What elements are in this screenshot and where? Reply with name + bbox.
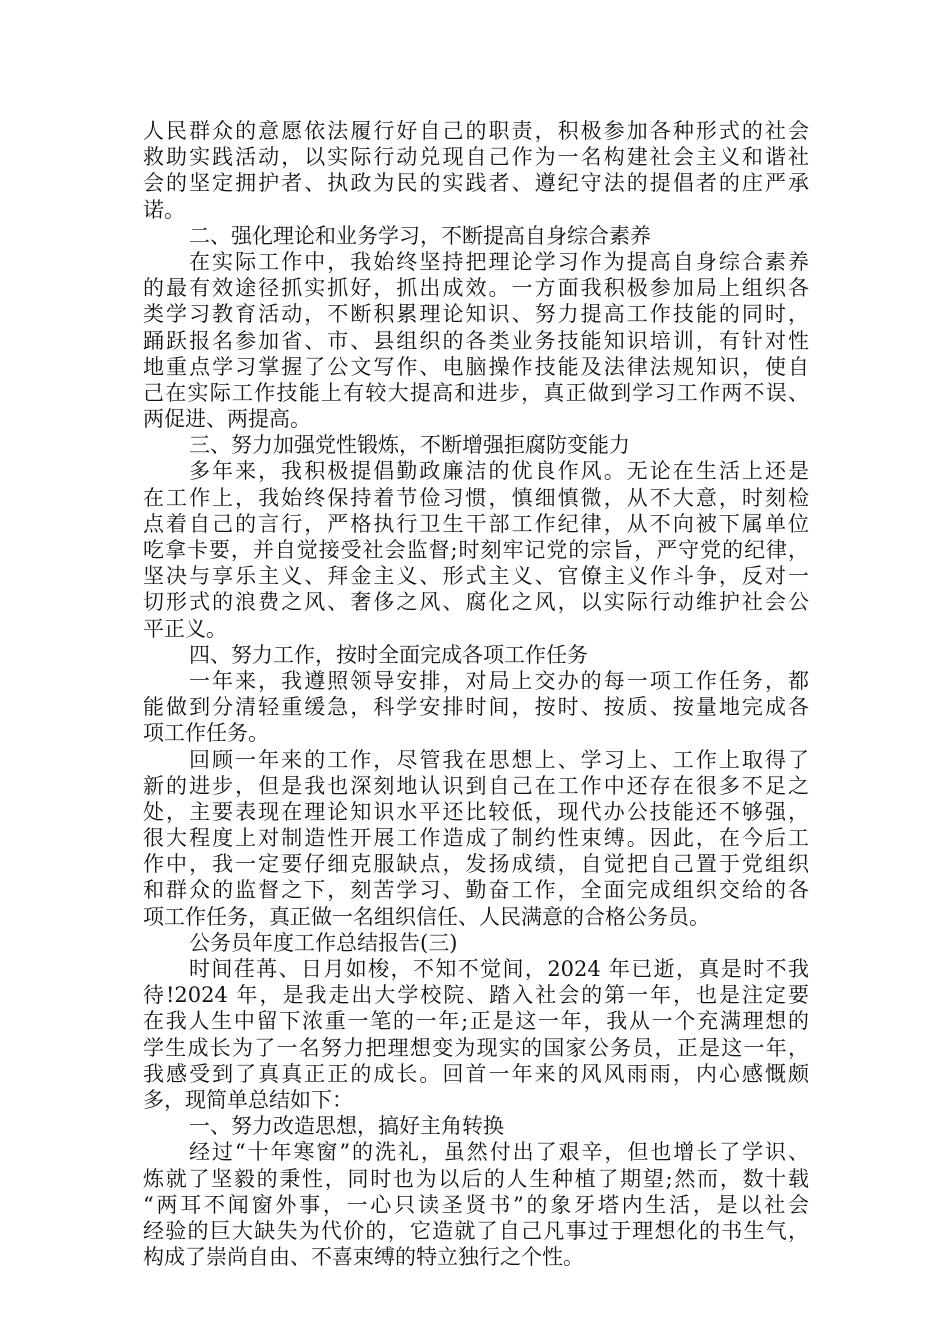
text-line: 构成了崇尚自由、不喜束缚的特立独行之个性。 [143,1245,584,1270]
text-line: 己在实际工作技能上有较大提高和进步，真正做到学习工作两不误、 [143,380,809,405]
text-line: 类学习教育活动，不断积累理论知识、努力提高工作技能的同时， [143,302,809,327]
text-line: 两促进、两提高。 [143,407,311,432]
text-line: 时间荏苒、日月如梭，不知不觉间，2024 年已逝，真是时不我 [189,957,809,981]
text-line: 坚决与享乐主义、拜金主义、形式主义、官僚主义作斗争，反对一 [143,564,809,589]
text-line: 多，现简单总结如下： [143,1087,353,1112]
text-line: 公务员年度工作总结报告(三) [189,930,458,955]
text-line: 新的进步，但是我也深刻地认识到自己在工作中还存在很多不足之 [143,773,809,798]
text-line: 人民群众的意愿依法履行好自己的职责，积极参加各种形式的社会 [143,119,809,143]
text-line: 踊跃报名参加省、市、县组织的各类业务技能知识培训，有针对性 [143,328,809,353]
text-line: 待!2024 年，是我走出大学校院、踏入社会的第一年，也是注定要 [143,983,809,1008]
text-line: “两耳不闻窗外事，一心只读圣贤书”的象牙塔内生活，是以社会 [143,1192,809,1217]
text-line: 会的坚定拥护者、执政为民的实践者、遵纪守法的提倡者的庄严承 [143,171,809,196]
text-line: 回顾一年来的工作，尽管我在思想上、学习上、工作上取得了 [189,747,809,772]
text-line: 一、努力改造思想，搞好主角转换 [189,1114,504,1139]
text-line: 能做到分清轻重缓急，科学安排时间，按时、按质、按量地完成各 [143,695,809,720]
text-line: 四、努力工作，按时全面完成各项工作任务 [189,642,588,667]
text-line: 经过“十年寒窗”的洗礼，虽然付出了艰辛，但也增长了学识、 [189,1140,809,1165]
text-line: 炼就了坚毅的秉性，同时也为以后的人生种植了期望;然而，数十载 [143,1166,809,1191]
text-line: 救助实践活动，以实际行动兑现自己作为一名构建社会主义和谐社 [143,145,809,170]
text-line: 平正义。 [143,616,227,641]
text-line: 二、强化理论和业务学习，不断提高自身综合素养 [189,223,651,248]
text-line: 吃拿卡要，并自觉接受社会监督;时刻牢记党的宗旨，严守党的纪律， [143,538,809,562]
text-line: 在我人生中留下浓重一笔的一年;正是这一年，我从一个充满理想的 [143,1009,809,1034]
text-line: 很大程度上对制造性开展工作造成了制约性束缚。因此，在今后工 [143,826,809,851]
text-line: 项工作任务。 [143,721,269,746]
text-line: 一年来，我遵照领导安排，对局上交办的每一项工作任务，都 [189,668,809,693]
document-body [143,118,809,1270]
text-line: 和群众的监督之下，刻苦学习、勤奋工作，全面完成组织交给的各 [143,878,809,903]
text-line: 的最有效途径抓实抓好，抓出成效。一方面我积极参加局上组织各 [143,276,809,301]
text-line: 切形式的浪费之风、奢侈之风、腐化之风，以实际行动维护社会公 [143,590,809,615]
text-line: 诺。 [143,197,185,222]
text-line: 在实际工作中，我始终坚持把理论学习作为提高自身综合素养 [189,249,809,274]
text-line: 处，主要表现在理论知识水平还比较低，现代办公技能还不够强， [143,799,809,824]
text-line: 项工作任务，真正做一名组织信任、人民满意的合格公务员。 [143,904,710,929]
text-line: 点着自己的言行，严格执行卫生干部工作纪律，从不向被下属单位 [143,511,809,536]
text-line: 经验的巨大缺失为代价的，它造就了自己凡事过于理想化的书生气， [143,1218,809,1243]
text-line: 多年来，我积极提倡勤政廉洁的优良作风。无论在生活上还是 [189,459,809,484]
text-line: 三、努力加强党性锻炼，不断增强拒腐防变能力 [189,433,630,458]
text-line: 地重点学习掌握了公文写作、电脑操作技能及法律法规知识，使自 [143,354,809,379]
text-line: 在工作上，我始终保持着节俭习惯，慎细慎微，从不大意，时刻检 [143,485,809,510]
text-line: 我感受到了真真正正的成长。回首一年来的风风雨雨，内心感慨颇 [143,1061,809,1086]
text-line: 作中，我一定要仔细克服缺点，发扬成绩，自觉把自己置于党组织 [143,852,809,877]
text-line: 学生成长为了一名努力把理想变为现实的国家公务员，正是这一年， [143,1035,809,1060]
